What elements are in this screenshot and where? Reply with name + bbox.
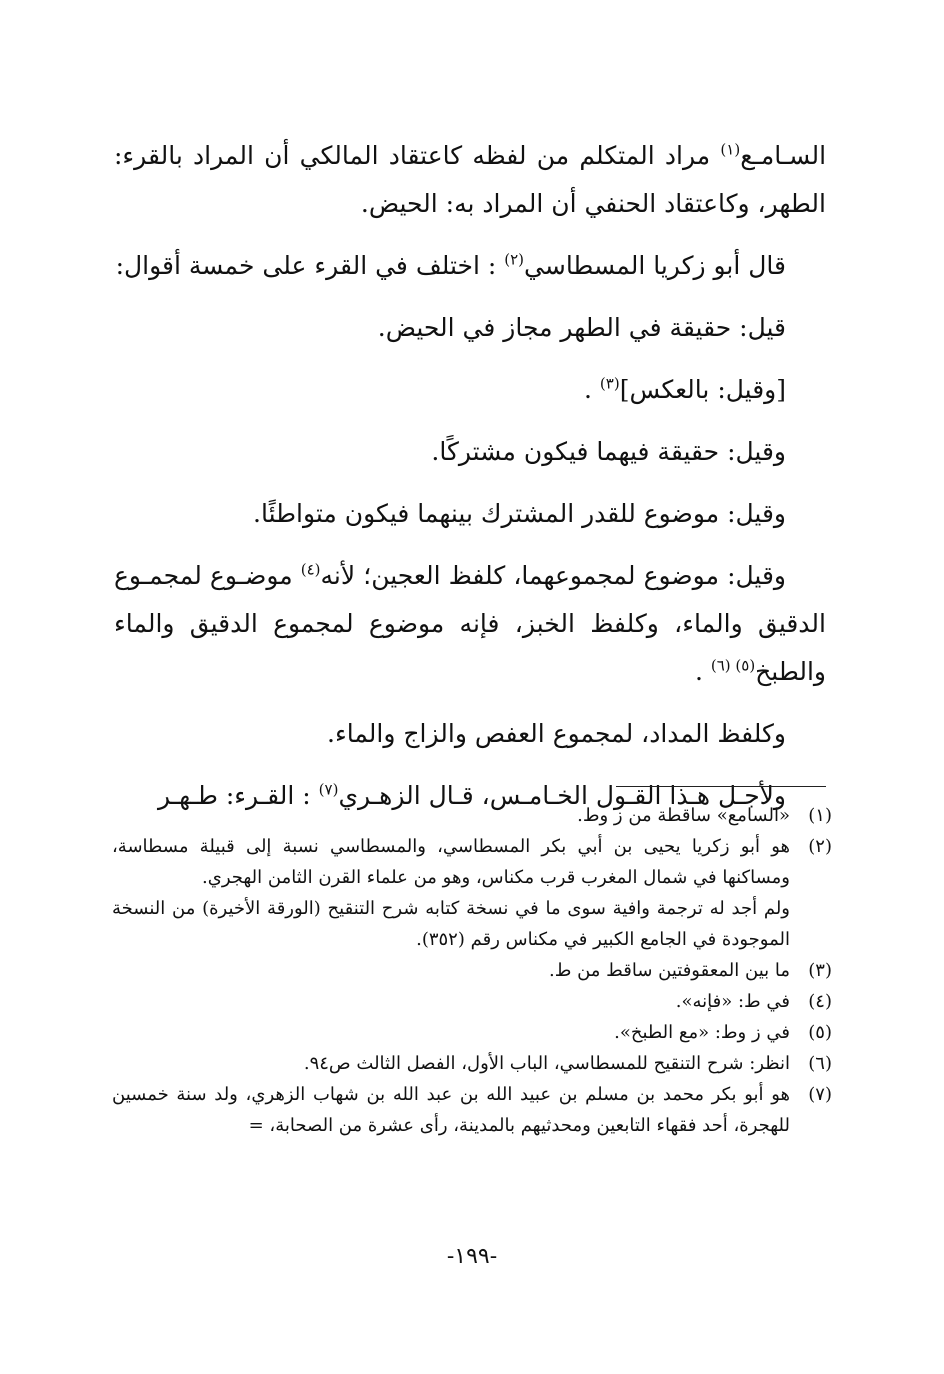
page-number: -١٩٩- bbox=[446, 1244, 498, 1269]
paragraph-text: . bbox=[694, 657, 711, 686]
paragraph-2 bbox=[114, 242, 826, 290]
footnote-line: في ز وط: «مع الطبخ». bbox=[614, 1022, 790, 1043]
paragraph-6: وقيل: موضوع للقدر المشترك بينهما فيكون متواطئًا. bbox=[253, 499, 786, 528]
paragraph-text: ولأجـل هـذا القـول الخـامـس، قـال الزهـري bbox=[338, 781, 786, 810]
footnote-line: ما بين المعقوفتين ساقط من ط. bbox=[549, 960, 790, 981]
footnote-ref: (١) bbox=[720, 140, 741, 159]
footnote-number: (٥) bbox=[808, 1022, 832, 1043]
footnote-ref: (٢) bbox=[504, 250, 525, 269]
paragraph-text: [وقيل: بالعكس] bbox=[619, 375, 786, 404]
footnote bbox=[112, 955, 832, 986]
footnote-line: ولم أجد له ترجمة وافية سوى ما في نسخة كتابه شرح التنقيح (الورقة الأخيرة) من النسخة الموجودة في الجامع الكبير في مكناس رقم (٣٥٢). bbox=[112, 898, 790, 950]
footnote-number: (٤) bbox=[808, 991, 832, 1012]
paragraph-text: السـامـع bbox=[740, 141, 827, 170]
footnotes bbox=[112, 800, 832, 1141]
footnote-text bbox=[112, 986, 790, 1017]
paragraph-text: قال أبو زكريا المسطاسي bbox=[524, 251, 786, 280]
footnote-separator bbox=[616, 786, 826, 787]
paragraph-3: قيل: حقيقة في الطهر مجاز في الحيض. bbox=[377, 313, 786, 342]
footnote bbox=[112, 1048, 832, 1079]
footnote bbox=[112, 1017, 832, 1048]
footnote-line: انظر: شرح التنقيح للمسطاسي، الباب الأول، الفصل الثالث ص٩٤. bbox=[303, 1053, 790, 1074]
footnote-text bbox=[112, 1079, 790, 1141]
footnote-text bbox=[112, 831, 790, 955]
main-text bbox=[114, 132, 826, 820]
footnote-number: (٢) bbox=[808, 836, 832, 857]
footnote-ref: (٤) bbox=[300, 560, 321, 579]
footnote bbox=[112, 831, 832, 955]
footnote-text bbox=[112, 1048, 790, 1079]
footnote-number: (٧) bbox=[808, 1084, 832, 1105]
footnote-number: (١) bbox=[808, 805, 832, 826]
footnote bbox=[112, 800, 832, 831]
footnote-text bbox=[112, 1017, 790, 1048]
paragraph-text: وقيل: موضوع لمجموعهما، كلفظ العجين؛ لأنه bbox=[320, 561, 787, 590]
paragraph-8: وكلفظ المداد، لمجموع العفص والزاج والماء. bbox=[327, 719, 786, 748]
footnote-ref: (٧) bbox=[318, 780, 339, 799]
paragraph-text: : اختلف في القرء على خمسة أقوال: bbox=[115, 251, 505, 280]
footnote-line: «السامع» ساقطة من ز وط. bbox=[577, 805, 790, 826]
footnote-ref: (٥) (٦) bbox=[710, 656, 756, 675]
paragraph-7 bbox=[114, 552, 826, 696]
footnote bbox=[112, 986, 832, 1017]
paragraph-1 bbox=[114, 132, 826, 228]
footnote-line: في ط: «فإنه». bbox=[675, 991, 790, 1012]
footnote-line: هو أبو بكر محمد بن مسلم بن عبيد الله بن عبد الله بن شهاب الزهري، ولد سنة خمسين للهجرة، أحد فقهاء التابعين ومحدثيهم بالمدينة، رأى عشرة من الصحابة، = bbox=[112, 1084, 790, 1136]
footnote bbox=[112, 1079, 832, 1141]
paragraph-text: موضـوع لمجمـوع الدقيق والماء، وكلفظ الخبز، فإنه موضوع لمجموع الدقيق والماء والطبخ bbox=[114, 561, 826, 686]
paragraph-5: وقيل: حقيقة فيهما فيكون مشتركًا. bbox=[431, 437, 786, 466]
footnote-number: (٣) bbox=[808, 960, 832, 981]
footnote-line: هو أبو زكريا يحيى بن أبي بكر المسطاسي، والمسطاسي نسبة إلى قبيلة مسطاسة، ومساكنها في شمال المغرب قرب مكناس، وهو من علماء القرن الثامن الهجري. bbox=[112, 836, 790, 888]
paragraph-4 bbox=[114, 366, 826, 414]
paragraph-text: : القـرء: طـهـر bbox=[158, 781, 319, 810]
paragraph-text: . bbox=[584, 375, 600, 404]
footnote-text bbox=[112, 800, 790, 831]
footnote-number: (٦) bbox=[808, 1053, 832, 1074]
footnote-text bbox=[112, 955, 790, 986]
paragraph-text: مراد المتكلم من لفظه كاعتقاد المالكي أن المراد بالقرء: الطهر، وكاعتقاد الحنفي أن المراد به: الحيض. bbox=[114, 141, 826, 218]
footnote-ref: (٣) bbox=[599, 374, 620, 393]
